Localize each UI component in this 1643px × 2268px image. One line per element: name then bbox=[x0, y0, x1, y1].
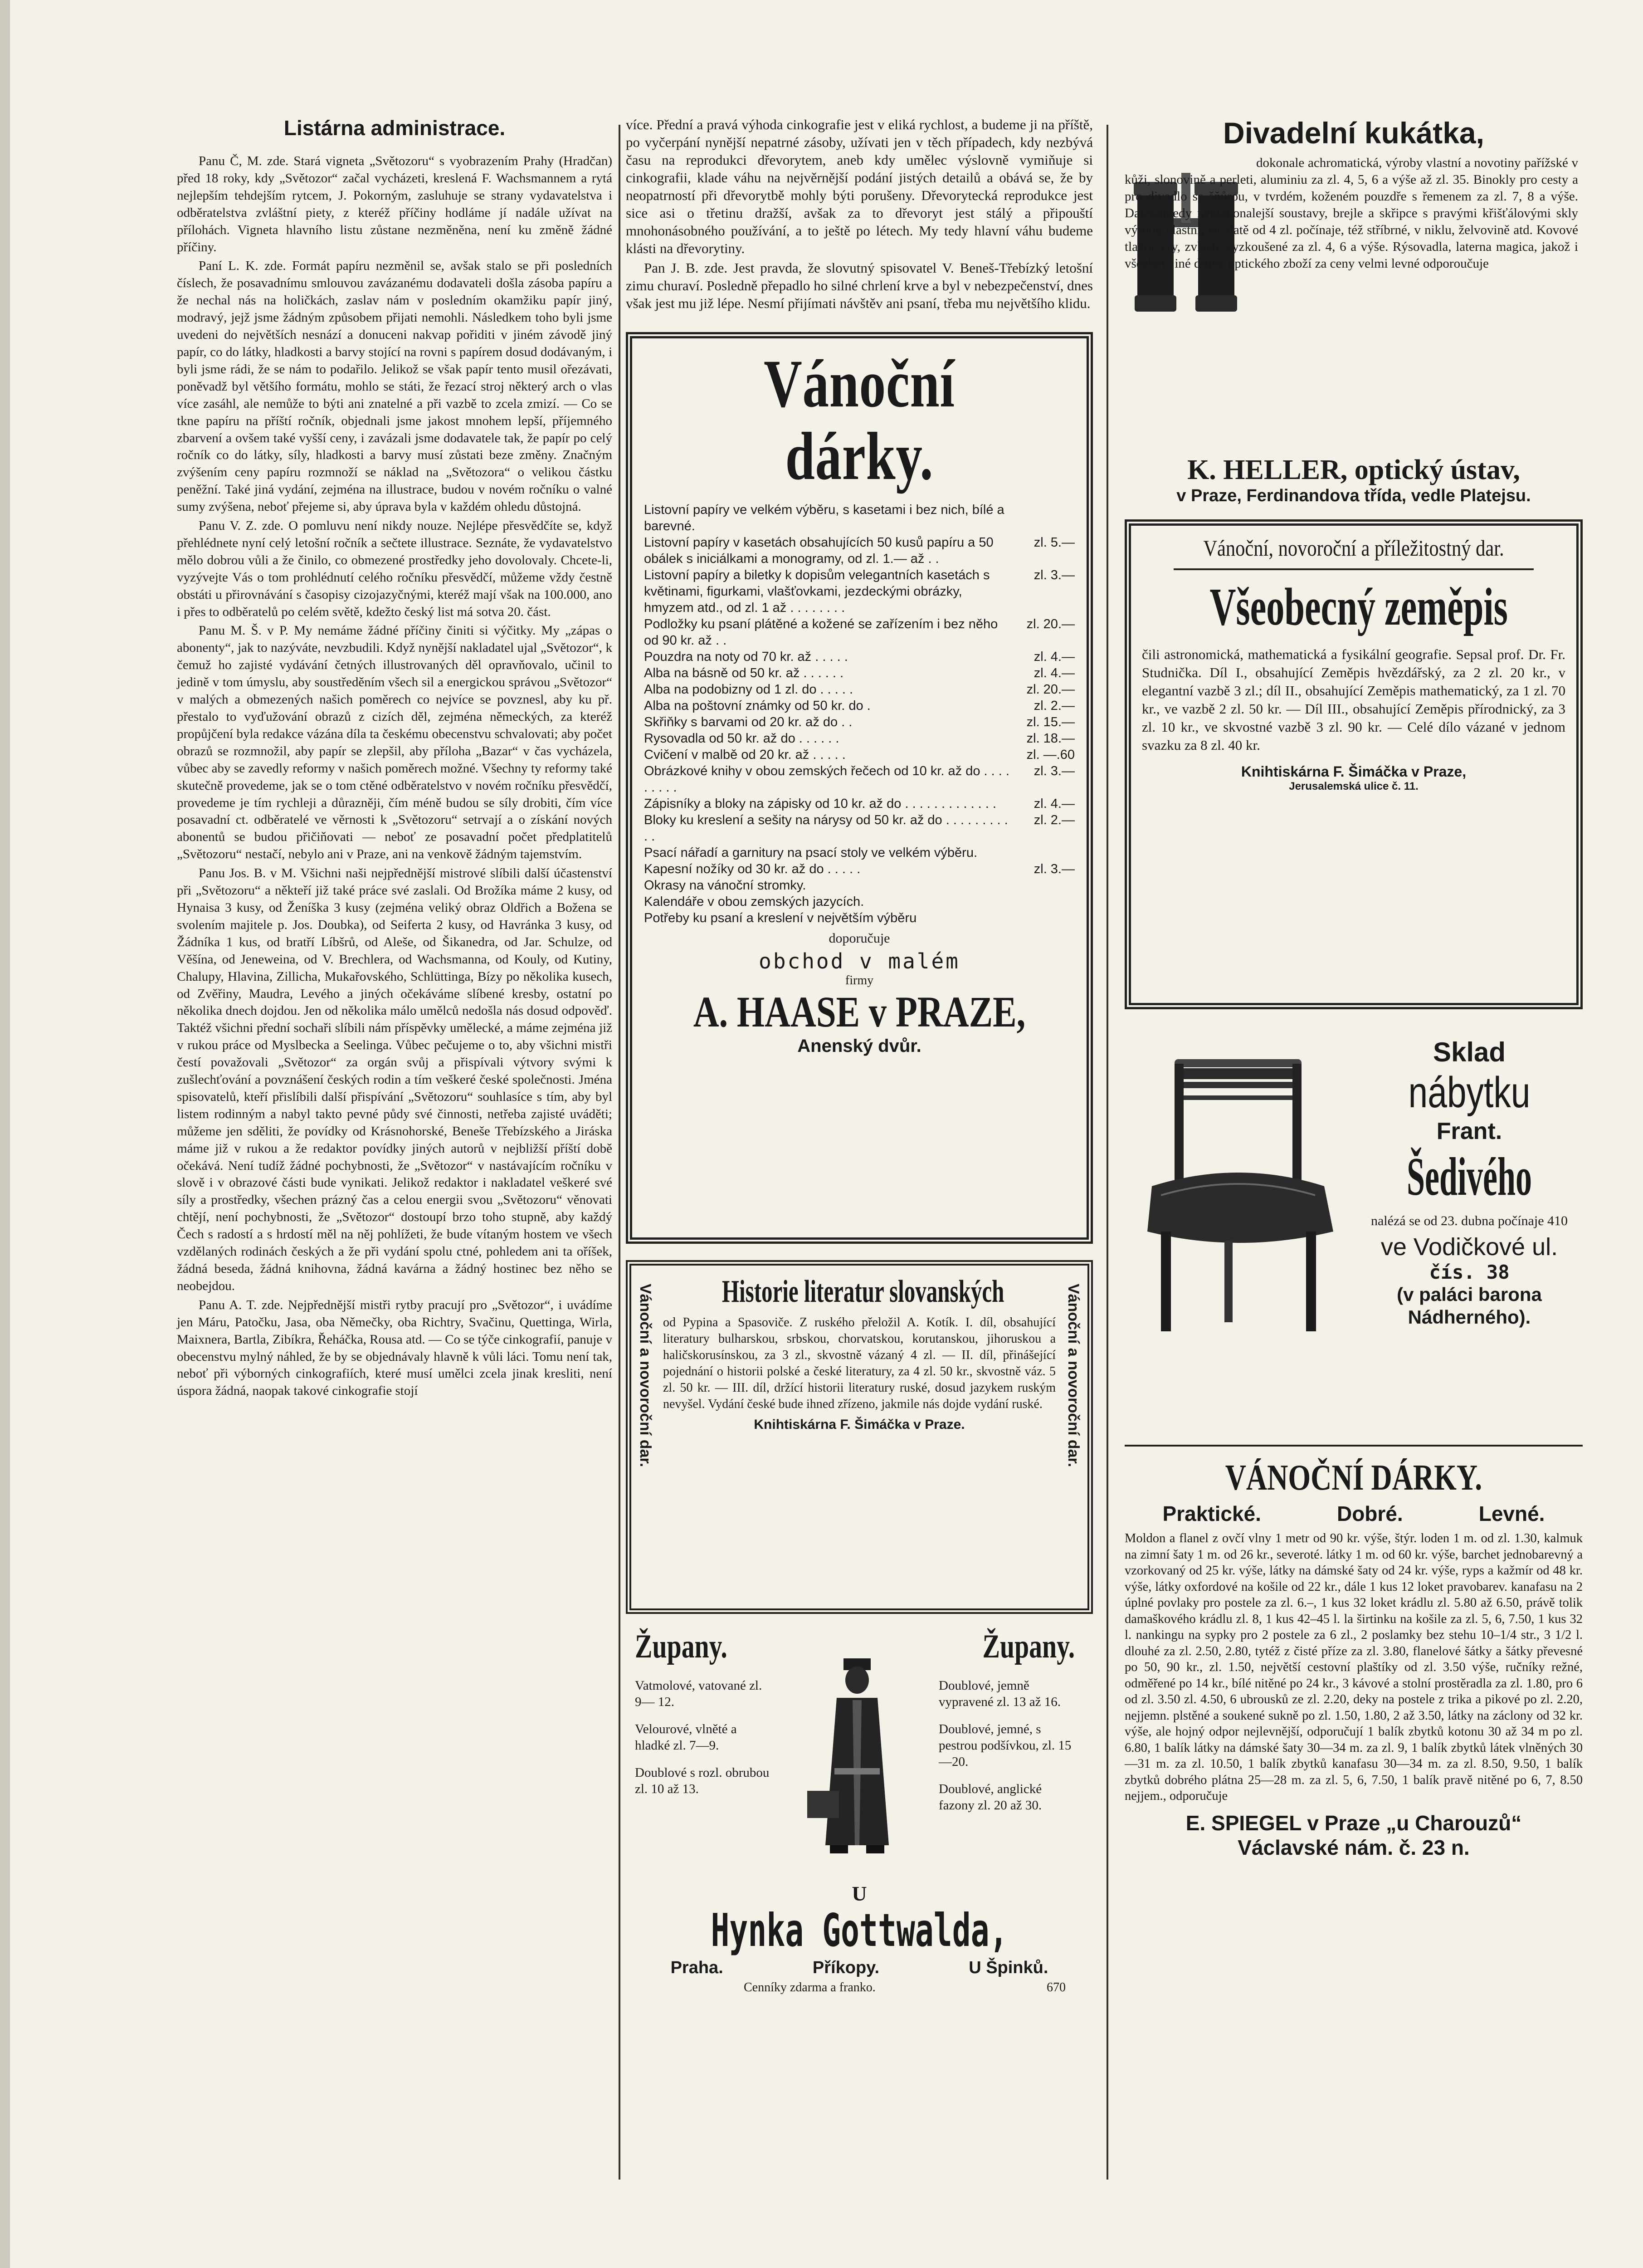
spiegel-sub-practical: Praktické. bbox=[1162, 1502, 1261, 1525]
list-item: Listovní papíry v kasetách obsahujících 50 kusů papíru a 50 obálek s iniciálkami a monogramy, od zl. 1.— až . . zl. 5.— bbox=[644, 535, 1075, 566]
gottwald-street: Příkopy. bbox=[812, 1958, 880, 1977]
spiegel-address: Václavské nám. č. 23 n. bbox=[1238, 1835, 1470, 1859]
letter-paragraph: Panu A. T. zde. Nejpřednější mistři rytby pracují pro „Světozor“, i uvádíme jen Máru, Patočku, Jasa, oba Němečky, oba Richtry, Svačinu, Quettinga, Wirla, Maixnera, Bartla, Zibíkra, Řeháčka, Rousa atd. — Co se týče cinkografií, panuje v obecenstvu mylný náhled, že by se objednávaly hlavně k vůli láci. Tomu není tak, neboť při výborných cinkografiích, které musí umělci zcela jinak kresliti, není úspora žádná, naopak takové cinkografie stojí bbox=[177, 1297, 612, 1398]
list-item: Podložky ku psaní plátěné a kožené se zařízením i bez něho od 90 kr. až . . zl. 20.— bbox=[644, 617, 1075, 648]
letter-paragraph: Panu Jos. B. v M. Všichni naši nejpřednější mistrové slíbili další účastenství při „Světozoru“ a někteří již také práce své zaslali. Od Brožíka máme 2 kusy, od Hynaisa 3 kusy, od Ženíška 3 kusy (zejména veliký obraz Oldřich a Božena se svolením majitele p. Jos. Doubka), od Seiferta 2 kusy, od Havránka 3 kusy, od Žádníka 1 kus, od bratří Líbšrů, od Aleše, od Šikanedra, od Jar. Schulze, od Věšína, od Jeneweina, od V. Brechlera, od Wachsmanna, od Kouly, od Kutiny, Chalupy, Hlavina, Zillicha, Mukařovského, Schlüttinga, Bízy po několika kusech, od Zvěřiny, Maudra, Levého a jiných očekáváme slíbené kresby, ostatní po několika dnech dojdou. Jen od několika málo umělců nedošla nás dosud odpověď. Taktéž všichni přední sochaři slíbili nám příspěvky umělecké, a máme zejména již v rukou práce od Myslbecka a Seelinga. Vůbec pečujeme o to, aby všichni mistři čestí považovali „Světozor“ za orgán svůj a přispívali výtvory svými k zušlechťování a povznášení českých rodin a tím veškeré české společnosti. Jména spisovatelů, kteří přislíbili další přispívání „Světozoru“ souhlasíce s tím, aby byl listem rodinným a nabyl takto pevné půdy své činnosti, netřeba zajisté uváděti; můžeme jen sděliti, že povídky od Krásnohorské, Beneše Třebízského a Jiráska máme již v rukou a že redaktor povídky jiných autorů v nejbližší příští době očekává. Není tudíž žádné pochybnosti, že „Světozor“ v nastávajícím ročníku v slově i v obrazové části bude vynikati. Jelikož redaktor i nakladatel veškeré své síly a prostředky, všechen prázný čas a celou energii svou „Světozoru“ věnovati chtějí, není pochybnosti, že „Světozor“ dostoupí brzo toho stupně, aby každý Čech s radostí a s hrdostí měl na něj pohlížeti, že bude vítaným hostem ve všech vzdělaných rodinách českých a že při vydání spolu ctné, pohledem ani ta oříšek, žádná beseda, žádná knihovna, žádná kavárna a žádný hostinec bez něho se neobejdou. bbox=[177, 866, 612, 1293]
side-label-right: Vánoční a novoroční dar. bbox=[1065, 1284, 1082, 1467]
list-item: Zápisníky a bloky na zápisky od 10 kr. až do . . . . . . . . . . . . . zl. 4.— bbox=[644, 797, 1075, 811]
list-item: Skřiňky s barvami od 20 kr. až do . . zl. 15.— bbox=[644, 715, 1075, 729]
list-item: Kapesní nožíky od 30 kr. až do . . . . . zl. 3.— bbox=[644, 862, 1075, 876]
sedivy-line2: nábytku bbox=[1408, 1068, 1531, 1117]
simacek-historie-advert bbox=[626, 1260, 1093, 1614]
gottwald-sign: U Špinků. bbox=[969, 1958, 1048, 1977]
haase-firm-label: firmy bbox=[845, 973, 874, 987]
gottwald-address bbox=[626, 1958, 1093, 1978]
list-item: Listovní papíry ve velkém výběru, s kasetami i bez nich, bílé a barevné. bbox=[644, 503, 1004, 533]
list-item: Kalendáře v obou zemských jazycích. bbox=[644, 894, 864, 909]
column-rule bbox=[1107, 125, 1108, 2180]
simacek-zemepis-advert bbox=[1125, 519, 1583, 1009]
haase-street: Anenský dvůr. bbox=[797, 1036, 921, 1056]
gottwald-note: Cenníky zdarma a franko. bbox=[744, 1980, 876, 1994]
haase-advert bbox=[626, 332, 1093, 1244]
sedivy-number: čís. 38 bbox=[1429, 1261, 1510, 1283]
haase-shop: obchod v malém bbox=[759, 949, 960, 973]
heller-advert bbox=[1125, 155, 1583, 454]
spiegel-text: Moldon a flanel z ovčí vlny 1 metr od 90 kr. výše, štýr. loden 1 m. od zl. 1.30, kalmuk na zimní šaty 1 m. od 26 kr., severoté. látky 1 m. od 60 kr. výše, barchet jednobarevný a vzorkovaný od 25 kr. výše, látky na dámské šaty od 24 kr. výše, ryps a kažmír od 48 kr. výše, látky oxfordové na košile od 22 kr., dále 1 kus 12 loket pravobarev. kanafasu na 2 úplné povlaky pro postele za zl. 6.–, 1 kus 32 loket krádlu zl. 5.80 až 6.50, právě tolik damaškového krádlu zl. 8, 1 kus 42–45 l. la širtinku na košile za zl. 5, 6, 7.50, 1 kus 32 l. nankingu na sypky pro 2 postele za 6 zl., 2 poslamky bez stehu 10–1/4 str., 3 1/2 l. dlouhé za zl. 2.50, 2.80, tytéž z čisté příze za zl. 3.80, flanelové šátky a šátky převesné po 50, 90 kr., zl. 1.50, největší cestovní plaštíky od zl. 3.50 výše, ručníky režné, odměřené po 14 kr., bílé nitěné po 24 kr., 3 kávové a stolní prostěradla za zl. 1.80, pro 6 od zl. 3.50 zl. 4.50, 6 ubrousků ze zl. 2.20, deky na postele z trika a pikové po zl. 2.20, nejjemn. plstěné a soukené sukně po zl. 1.50, 1.80, 2 až 3.50, látky na záclony od 32 kr. výše, ale hojný odpor nejlevnější, odporučují 1 balík zbytků kotonu 30 až 34 m po zl. 6.80, 1 balík látky na dámské šaty 30—34 m. za zl. 9, 1 balík zbytků látek vlněných 30—31 m. za zl. 10.50, 1 balík zbytků kanafasu 30—34 m. za zl. 8.50, 9.50, 1 balík zbytků dobrého plátna 25—28 m. za zl. 5, 6, 7.50, 1 balík pravě nitěné po 6, 7, 8.50 nejjem., odporučuje bbox=[1125, 1531, 1583, 1803]
column-rule bbox=[619, 125, 620, 2180]
haase-price-list bbox=[644, 502, 1075, 926]
spiegel-title: VÁNOČNÍ DÁRKY. bbox=[1225, 1458, 1482, 1498]
zemepis-signature: Knihtiskárna F. Šimáčka v Praze, bbox=[1241, 763, 1467, 780]
gottwald-u: U bbox=[852, 1882, 867, 1905]
zupany-heading-left: Župany. bbox=[635, 1628, 727, 1665]
historie-title: Historie literatur slovanských bbox=[722, 1274, 1004, 1309]
list-item: Doublové s rozl. obrubou zl. 10 až 13. bbox=[635, 1765, 770, 1796]
zemepis-address: Jerusalemská ulice č. 11. bbox=[1289, 780, 1419, 792]
gottwald-city: Praha. bbox=[670, 1958, 723, 1977]
sedivy-line3: Frant. bbox=[1436, 1118, 1502, 1144]
gottwald-firm: Hynka Gottwalda, bbox=[711, 1904, 1008, 1957]
left-column bbox=[177, 116, 612, 1402]
gottwald-footer bbox=[626, 1980, 1093, 1995]
haase-recommend: doporučuje bbox=[829, 931, 890, 946]
letter-paragraph: Paní L. K. zde. Formát papíru nezměnil se, avšak stalo se při posledních číslech, že posavadnímu smlouvou zavázanému dodavateli došla zásoba papíru a že nechal nás na holičkách, zaslav nám v posledním okamžiku papír jiný, modravý, jejž jsme žádným způsobem přijati nemohli. Následkem toho byli jsme uvedeni do největších nesnází a donuceni nakvap pořiditi v jiném závodě jiný papír, co do látky, hladkosti a barvy stojící na rovni s papírem dosud dodávaným, i byli jsme rádi, že se nám to podařilo. Jelikož se však papír tento musil ořezávati, poněvadž byl většího formátu, mohlo se státi, že řezací stroj některý arch o vlas více zasáhl, ale nemůže to býti ani znatelné a při vazbě to zcela zmizí. — Co se tkne papíru na příští ročník, objednali jsme jakost mnohem lepší, příjemného zbarvení a ovšem také vyšší ceny, i zavázali jsme dodavatele tak, že papír po celý ročník co do látky, síly, hladkosti a barvy musí zůstati beze změny. Značným zvýšením ceny papíru rozmnoží se náklad na „Světozora“ o velikou částku peněžní. Také jiná vydání, zejména na illustrace, budou v novém ročníku o valné sumy zvýšena, neboť přejeme si, aby úprava byla v každém ohledu důstojná. bbox=[177, 259, 612, 514]
letter-paragraph: Panu Č, M. zde. Stará vigneta „Světozoru“ s vyobrazením Prahy (Hradčan) před 18 roky, kdy „Světozor“ začal vycházeti, kreslená F. Wachsmannem a rytá nejlepším tehdejším rytcem, J. Pokorným, zasluhuje se strany vydavatelstva i odběratelstva zvláštní piety, z kteréž příčiny hodláme jí nadále užívat na přílohách. Vigneta hlavního listu zůstane nezměněna, není ku změně žádné příčiny. bbox=[177, 154, 612, 254]
spiegel-subtitle bbox=[1125, 1501, 1583, 1526]
list-item: Doublové, anglické fazony zl. 20 až 30. bbox=[939, 1782, 1042, 1813]
gottwald-left-list bbox=[635, 1677, 771, 1797]
heller-firm: K. HELLER, optický ústav, bbox=[1187, 455, 1520, 485]
chair-illustration bbox=[1134, 1050, 1342, 1340]
man-in-robe-illustration bbox=[798, 1655, 916, 1872]
side-label-left: Vánoční a novoroční dar. bbox=[637, 1284, 654, 1467]
list-item: Alba na poštovní známky od 50 kr. do . zl. 2.— bbox=[644, 699, 1075, 713]
list-item: Psací nářadí a garnitury na psací stoly ve velkém výběru. bbox=[644, 846, 978, 860]
historie-signature: Knihtiskárna F. Šimáčka v Praze. bbox=[754, 1417, 965, 1432]
heller-text: dokonale achromatická, výroby vlastní a novotiny pařížské v kůži, slonovině a perleti, aluminiu za zl. 4, 5, 6 a výše až zl. 35. Binokly pro cesty a pro divadlo se šňůrou, v tvrdém, koženém pouzdře s řemenem za zl. 7, 8 a výše. Dalekohledy nejdokonalejší soustavy, brejle a skřipce s pravými křišťálovými skly výroby vlastní, ve zlatě od 4 zl. počínaje, též stříbrné, v niklu, želvovině atd. Kovové tlakoměry, zvláště vyzkoušené za zl. 4, 6 a výše. Rýsovadla, laterna magica, jakož i všechny jiné druhy optického zboží za ceny velmi levné odporoučuje bbox=[1125, 156, 1578, 271]
list-item: Doublové, jemně vypravené zl. 13 až 16. bbox=[939, 1678, 1061, 1709]
sedivy-street: ve Vodičkové ul. bbox=[1380, 1233, 1558, 1261]
zemepis-text: čili astronomická, mathematická a fysikální geografie. Sepsal prof. Dr. Fr. Studnička. Díl I., obsahující Zeměpis hvězdářský, za 2 zl. 20 kr., v elegantní vazbě 3 zl.; díl II., obsahující Zeměpis mathematický, za 1 zl. 70 kr., ve vazbě 2 zl. 50 kr. — Díl III., obsahující Zeměpis přírodnický, za 3 zl. 10 kr., ve skvostné vazbě 3 zl. 90 kr. — Celé dílo vázané v jednom svazku za 8 zl. 40 kr. bbox=[1142, 646, 1565, 753]
zemepis-top-label: Vánoční, novoroční a příležitostný dar. bbox=[1174, 535, 1534, 570]
list-item: Obrázkové knihy v obou zemských řečech od 10 kr. až do . . . . . . . . . zl. 3.— bbox=[644, 764, 1075, 795]
right-column bbox=[1125, 116, 1583, 1860]
page-title: Listárna administrace. bbox=[283, 116, 506, 140]
heller-title: Divadelní kukátka, bbox=[1223, 116, 1484, 150]
spiegel-sub-good: Dobré. bbox=[1336, 1502, 1403, 1525]
page-binding-edge bbox=[0, 0, 10, 2268]
sedivy-text: nalézá se od 23. dubna počínaje bbox=[1370, 1213, 1544, 1228]
historie-text: od Pypina a Spasoviče. Z ruského přeložil A. Kotík. I. díl, obsahující literatury bulharskou, srbskou, chorvatskou, korutanskou, jihoruskou a haličskorusínskou, za 3 zl., skvostně vázaný 4 zl. — II. díl, přinášející pojednání o historii polské a české literatury, za 4 zl. 50 kr., skvostně váz. 5 zl. 50 kr. — III. díl, držící historii literatury ruské, dosud jazykem ruským nevyšel. Vydání české bude ihned zřízeno, jakmile nás dojde vydání ruské. bbox=[663, 1315, 1056, 1411]
letter-paragraph: Panu M. Š. v P. My nemáme žádné příčiny činiti si výčitky. My „zápas o abonenty“, jak to nazýváte, nevzbudili. Když nynější nakladatel ujal „Světozor“, k čemuž ho zajisté vydávání četných illustrovaných děl opravňovalo, učinil to jedině v tom úmyslu, aby soustředěním všech sil a energickou správou „Světozor“ v malých a obmezených našich poměrech co nejvíce se povznesl, aby ku př. přestalo to vyďužování obrazů z cizích děl, zejména německých, za kteréž propůjčení byla redakce vázána díla ta českému obecenstvu schvalovati; aby počet obrazů se rozmnožil, aby papír se zlepšil, aby příloha „Bazar“ v čas vycházela, vůbec aby se zavedly reformy v našich poměrech možné. Všechny ty reformy také skutečně provedeme, jak se o tom ctěné odběratelstvo v novém ročníku přesvědčí, provedeme je tím rychleji a důrazněji, čím méně budou se síly drobiti, čím více posavadní ct. odběratelé ve věrnosti k „Světozoru“ setrvají a o získání nových abonentů se budou přičiňovati — neboť ze posavadní počet předplatitelů „Světozoru“ nestačí, nebylo ani v Praze, ani na venkově žádným tajemstvím. bbox=[177, 623, 612, 862]
sedivy-line4: Šedivého bbox=[1406, 1146, 1532, 1207]
middle-column bbox=[626, 116, 1093, 1995]
list-item: Okrasy na vánoční stromky. bbox=[644, 878, 806, 893]
sedivy-palace: (v paláci barona Nádherného). bbox=[1397, 1284, 1542, 1328]
list-item: Pouzdra na noty od 70 kr. až . . . . . zl. 4.— bbox=[644, 650, 1075, 664]
page-number: 670 bbox=[1047, 1980, 1066, 1994]
list-item: Bloky ku kreslení a sešity na nárysy od 50 kr. až do . . . . . . . . . . . zl. 2.— bbox=[644, 813, 1075, 844]
letters-body bbox=[177, 153, 612, 1400]
haase-title: Vánoční dárky. bbox=[764, 346, 955, 494]
sedivy-text-block bbox=[1356, 1036, 1583, 1329]
list-item: Doublové, jemné, s pestrou podšívkou, zl. 15—20. bbox=[939, 1722, 1072, 1769]
list-item: Velourové, vlněté a hladké zl. 7—9. bbox=[635, 1722, 737, 1753]
gottwald-right-list bbox=[939, 1677, 1075, 1813]
list-item: Cvičení v malbě od 20 kr. až . . . . . zl. —.60 bbox=[644, 748, 1075, 762]
list-item: Potřeby ku psaní a kreslení v největším výběru bbox=[644, 911, 917, 925]
haase-firm: A. HAASE v PRAZE, bbox=[693, 987, 1026, 1036]
spiegel-sub-cheap: Levné. bbox=[1478, 1502, 1545, 1525]
zupany-heading-right: Župany. bbox=[982, 1628, 1075, 1665]
letter-paragraph: více. Přední a pravá výhoda cinkografie jest v eliká rychlost, a budeme ji na příště, po vyčerpání nynější nepatrné zásoby, užívati jen v těch případech, kdy nezbývá času na reprodukci dřevorytem, aneb kdy umělec výslovně vymiňuje si cinkografii, klade váhu na nejvěrnější podání jistých detailů a obává se, že by neopatrností při dřevorytbě mohly býti porušeny. Dřevorytecká reprodukce jest sice asi o třetinu dražší, avšak za to dřevoryt jest stálý a připouští mnohonásobného používání, a to ještě po létech. My tedy hlavní váhu budeme klásti na dřevorytiny. bbox=[626, 117, 1093, 256]
list-item: Alba na podobizny od 1 zl. do . . . . . zl. 20.— bbox=[644, 682, 1075, 697]
list-item: Vatmolové, vatované zl. 9— 12. bbox=[635, 1678, 762, 1709]
sedivy-advert bbox=[1125, 1036, 1583, 1445]
list-item: Alba na básně od 50 kr. až . . . . . . zl. 4.— bbox=[644, 666, 1075, 680]
spiegel-advert bbox=[1125, 1445, 1583, 1860]
letters-continued bbox=[626, 116, 1093, 312]
zemepis-title: Všeobecný zeměpis bbox=[1209, 577, 1508, 636]
heller-address: v Praze, Ferdinandova třída, vedle Platejsu. bbox=[1176, 486, 1531, 505]
list-item: Rysovadla od 50 kr. až do . . . . . . zl. 18.— bbox=[644, 731, 1075, 746]
sedivy-line1: Sklad bbox=[1433, 1037, 1506, 1067]
sedivy-num: 410 bbox=[1547, 1213, 1568, 1228]
letter-paragraph: Pan J. B. zde. Jest pravda, že slovutný spisovatel V. Beneš-Třebízký letošní zimu churaví. Posledně přepadlo ho silné chrlení krve a byl v nebezpečenství, dnes však jest mu již lépe. Nesmí přijímati návštěv ani psaní, třeba mu největšího klidu. bbox=[626, 260, 1093, 311]
letter-paragraph: Panu V. Z. zde. O pomluvu není nikdy nouze. Nejlépe přesvědčíte se, když přehlédnete nyní celý letošní ročník a sečtete illustrace. Seznáte, že vydavatelstvo mělo dobrou vůli a že činilo, co obmezené prostředky jeho dovolovaly. Chcete-li, vyzývejte Vás o tom prohlédnutí celého ročníku přesvědčí, můžeme vždy čestně obstáti u přirovnávání s časopisy cizojazyčnými, kteréž mají však na 100.000, ano i přes to odběratelů po celém světě, kdežto český list má sotva 20. část. bbox=[177, 518, 612, 619]
list-item: Listovní papíry a biletky k dopisům velegantních kasetách s květinami, figurkami, vlašťovkami, jezdeckými obrázky, hmyzem atd., od zl. 1 až . . . . . . . . zl. 3.— bbox=[644, 568, 1075, 615]
spiegel-firm: E. SPIEGEL v Praze „u Charouzů“ bbox=[1185, 1811, 1522, 1835]
gottwald-advert bbox=[626, 1628, 1093, 1882]
